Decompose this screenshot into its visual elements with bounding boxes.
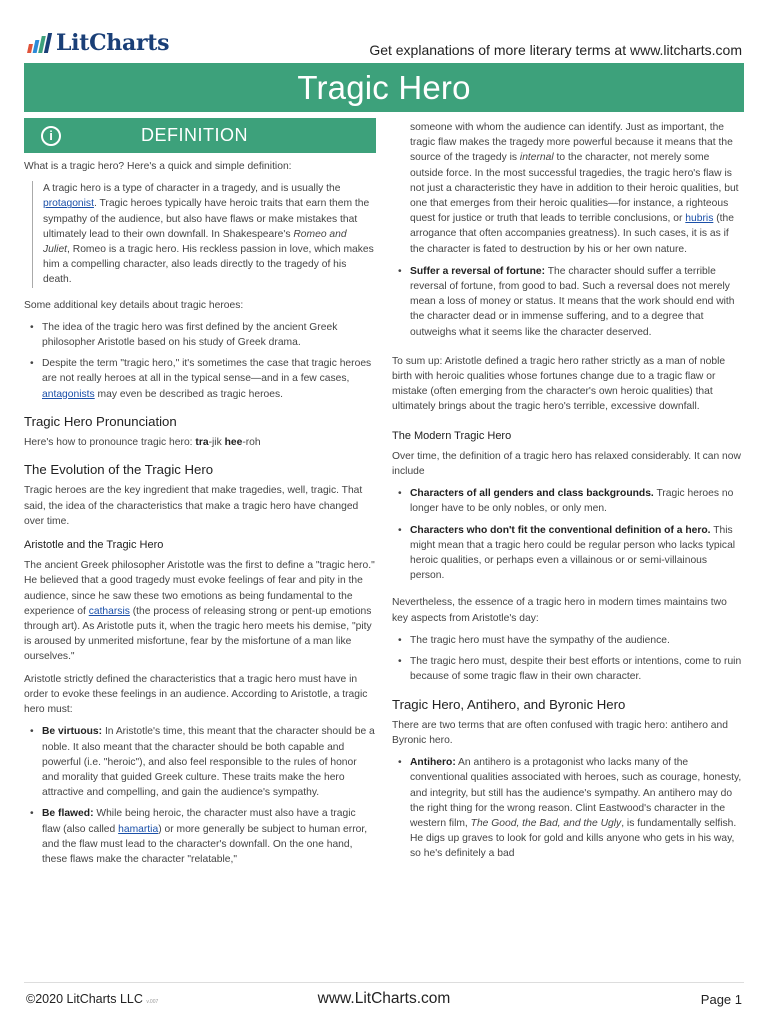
aspects-list <box>392 633 744 685</box>
page-footer <box>0 992 768 1022</box>
aristotle-criteria-list-cont <box>392 264 744 340</box>
item-label: Characters who don't fit the conventional definition of a hero. <box>410 524 711 536</box>
criterion-text: ) or more generally be subject to human error, and the flaw must lead to the character's downfall. On the one hand, these flaws make the character "relatable," <box>42 823 368 865</box>
criterion-label: Be virtuous: <box>42 726 103 738</box>
flawed-continuation <box>392 120 744 257</box>
protagonist-link[interactable]: protagonist <box>43 198 94 210</box>
criterion-label: Be flawed: <box>42 808 94 820</box>
quote-text: A tragic hero is a type of character in a tragedy, and is usually the <box>43 183 341 195</box>
definition-label: DEFINITION <box>141 124 248 145</box>
list-item <box>392 264 744 340</box>
list-item: • The tragic hero must, despite their best efforts or intentions, come to ruin because of some tragic flaw in their own character. <box>392 654 744 684</box>
paragraph-italic: internal <box>519 152 554 164</box>
item-label: Characters of all genders and class backgrounds. <box>410 488 654 500</box>
list-item: • The tragic hero must have the sympathy of the audience. <box>392 633 744 648</box>
title-banner <box>24 63 744 112</box>
list-item <box>392 486 744 516</box>
paragraph-text: The ancient Greek philosopher Aristotle was the first to define a "tragic hero." He believed that a good tragedy must evoke feelings of fear and pity in the audience, since he saw these two emotions as being fundamental to the experience of <box>24 560 375 617</box>
modern-list <box>392 486 744 583</box>
list-item <box>24 724 376 800</box>
paragraph-text: someone with whom the audience can identify. Just as important, the tragic flaw makes the tragedy more powerful because it means that the source of the tragedy is <box>410 122 733 164</box>
sum-up-paragraph: To sum up: Aristotle defined a tragic hero rather strictly as a man of noble birth with heroic qualities whose fortunes change due to a tragic flaw or mistake (often emerging from the character's own heroic qualities) that ultimately brings about the tragic hero's terrible, excessive downfall. <box>392 355 726 413</box>
catharsis-link[interactable]: catharsis <box>88 605 130 617</box>
aristotle-paragraph <box>24 558 376 664</box>
modern-intro: Over time, the definition of a tragic hero has relaxed considerably. It can now include <box>392 450 741 478</box>
syllable: -jik <box>208 437 225 449</box>
antihero-list <box>392 755 744 861</box>
quote-text: , Romeo is a tragic hero. His reckless passion in love, which makes him a compelling character, also leads directly to the tragedy of his death. <box>43 244 374 286</box>
list-text: may even be described as tragic heroes. <box>94 388 283 400</box>
item-text: This might mean that a tragic hero could be regular person who lacks typical heroic qualities, or perhaps even a villainous or or semi-villainous person. <box>410 524 736 582</box>
list-text: Despite the term "tragic hero," it's sometimes the case that tragic heroes are not really heroes at all in the typical sense—and in a few cases, <box>42 358 372 385</box>
antagonists-link[interactable]: antagonists <box>42 388 95 400</box>
page-number: Page 1 <box>700 992 742 1007</box>
key-details-list <box>24 320 376 402</box>
paragraph-text: (the arrogance that often accompanies greatness). In such cases, it is as if the character is fated to destruction by his or her own nature. <box>410 213 734 255</box>
footer-site-link[interactable]: www.LitCharts.com <box>317 990 451 1007</box>
version-text: v.007 <box>146 999 159 1005</box>
list-item: • The idea of the tragic hero was first defined by the ancient Greek philosopher Aristotle based on his study of Greek drama. <box>24 320 376 350</box>
list-item <box>24 806 376 867</box>
item-label: Antihero: <box>410 757 456 769</box>
hamartia-link[interactable]: hamartia <box>118 823 159 835</box>
footer-divider <box>24 982 744 983</box>
copyright-text: ©2020 LitCharts LLC <box>26 992 143 1006</box>
antihero-intro: There are two terms that are often confused with tragic hero: antihero and Byronic hero. <box>392 719 728 746</box>
syllable-stress: tra <box>195 437 209 449</box>
info-icon: i <box>41 126 61 146</box>
item-text: Tragic heroes no longer have to be only nobles, or only men. <box>410 488 734 515</box>
page-title: Tragic Hero <box>297 68 471 106</box>
syllable-stress: hee <box>224 437 243 449</box>
logo-text: LitCharts <box>56 30 170 56</box>
evolution-text: Tragic heroes are the key ingredient that make tragedies, well, tragic. That said, the idea of the characteristics that make a tragic hero have changed over time. <box>24 485 363 527</box>
definition-quote <box>32 181 376 287</box>
definition-banner <box>24 118 376 153</box>
list-item <box>24 356 376 402</box>
pronunciation-lead: Here's how to pronounce tragic hero: <box>24 437 196 449</box>
nevertheless-paragraph: Nevertheless, the essence of a tragic hero in modern times maintains two key aspects from Aristotle's day: <box>392 597 727 624</box>
left-column <box>24 118 376 875</box>
right-column <box>392 120 744 870</box>
paragraph-text: to the character, not merely some outside force. In the most successful tragedies, the tragic hero's flaw is not just a characteristic they have in addition to their heroic qualities, but one that emerges from their heroic qualities—for instance, a righteous quest for justice or truth that leads to terrible conclusions, or <box>410 152 739 225</box>
litcharts-logo[interactable] <box>28 30 169 56</box>
criterion-text: In Aristotle's time, this meant that the character should be a noble. It also meant that the character should be both capable and powerful (i.e. "heroic"), and also feel responsible to the rules of honor and morality that guided Greek culture. These traits make the hero attractive and compelling, and gain the audience's sympathy. <box>42 726 375 799</box>
item-text: An antihero is a protagonist who lacks many of the conventional qualities associated with heroes, such as courage, honesty, and integrity, but still has the audience's sympathy. An antihero may do the right thing for the wrong reason. Clint Eastwood's character in the western film, <box>410 757 742 829</box>
logo-bars-icon <box>28 33 50 53</box>
hubris-link[interactable]: hubris <box>685 213 714 225</box>
evolution-heading: The Evolution of the Tragic Hero <box>24 462 214 478</box>
criterion-text: The character should suffer a terrible reversal of fortune, from good to bad. Such a reversal does not merely mean a loss of money or status. It means that the work should end with the character dead or in immense suffering, and to a degree that outweighs what it seems like the character deserved. <box>410 265 735 338</box>
definition-intro: What is a tragic hero? Here's a quick and simple definition: <box>24 161 292 172</box>
aristotle-criteria-list <box>24 724 376 867</box>
item-text: , is fundamentally selfish. He digs up graves to look for gold and kills anyone who gets in his way, so he's definitely a bad <box>410 817 737 860</box>
criterion-text: While being heroic, the character must also have a tragic flaw (also called <box>42 808 356 835</box>
aristotle-paragraph-2: Aristotle strictly defined the characteristics that a tragic hero must have in order to evoke these feelings in an audience. According to Aristotle, a tragic hero must: <box>24 673 368 716</box>
list-item <box>392 755 744 861</box>
page-header <box>0 0 768 68</box>
aristotle-heading: Aristotle and the Tragic Hero <box>24 539 164 552</box>
additional-intro: Some additional key details about tragic heroes: <box>24 299 244 311</box>
quote-italic: Romeo and Juliet <box>43 228 347 256</box>
antihero-heading: Tragic Hero, Antihero, and Byronic Hero <box>392 696 626 712</box>
list-item <box>392 523 744 584</box>
header-tagline[interactable]: Get explanations of more literary terms at www.litcharts.com <box>369 42 742 58</box>
syllable: -roh <box>242 437 261 449</box>
footer-copyright <box>26 992 158 1006</box>
modern-heading: The Modern Tragic Hero <box>392 429 512 442</box>
pronunciation-text <box>24 435 376 450</box>
quote-text: . Tragic heroes typically have heroic traits that earn them the sympathy of the audience, but also have flaws or make mistakes that ultimately lead to their own downfall. In Shakespeare's <box>43 198 370 240</box>
pronunciation-heading: Tragic Hero Pronunciation <box>24 413 177 429</box>
paragraph-text: (the process of releasing strong or pent-up emotions through art). As Aristotle puts it, when the tragic hero meets his demise, "pity is aroused by unmerited misfortune, fear by the misfortune of a man like ourselves." <box>24 605 372 663</box>
item-italic: The Good, the Bad, and the Ugly <box>470 817 622 829</box>
criterion-label: Suffer a reversal of fortune: <box>410 265 546 277</box>
